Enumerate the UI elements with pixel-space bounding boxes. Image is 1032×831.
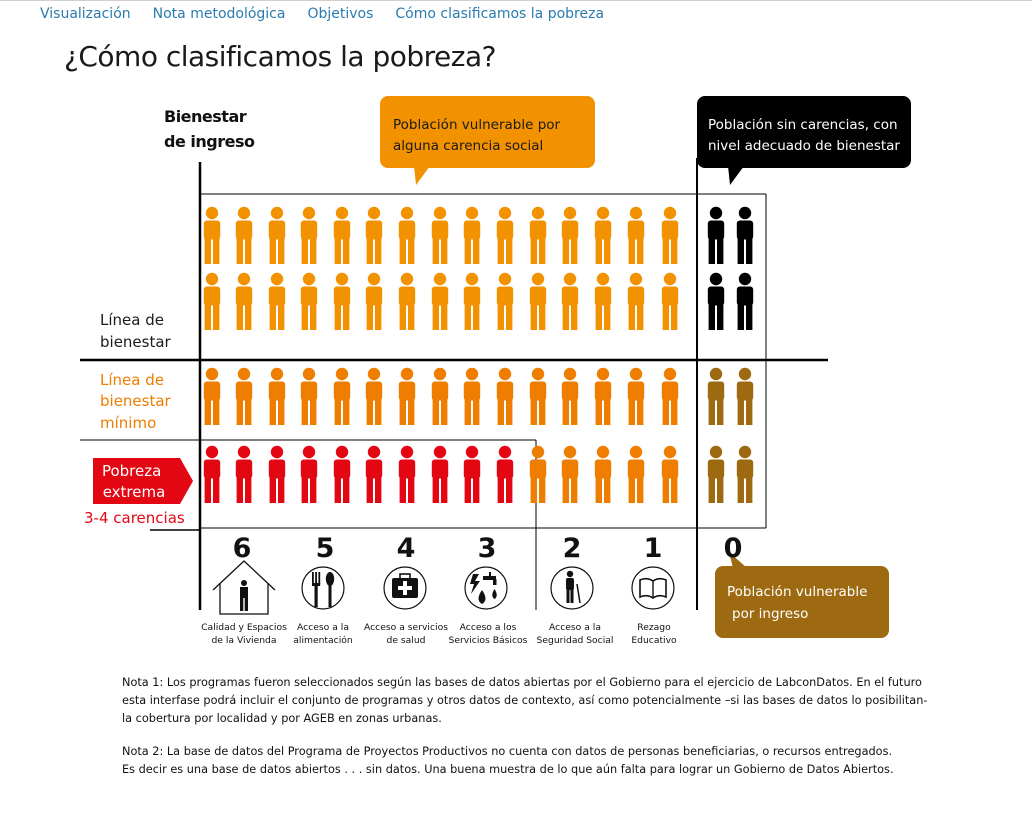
person-vulnerable-carencia <box>464 273 480 330</box>
person-bajo-linea-minimo <box>236 368 252 425</box>
person-vulnerable-carencia <box>236 207 252 264</box>
person-pobreza-extrema <box>334 446 350 503</box>
nav-link-nota-metodologica[interactable]: Nota metodológica <box>152 6 286 22</box>
person-pobreza-extrema <box>236 446 252 503</box>
person-vulnerable-carencia <box>204 207 220 264</box>
caption-seguridad-social: Acceso a la Seguridad Social <box>536 622 614 646</box>
person-vulnerable-carencia <box>628 207 644 264</box>
svg-text:Población sin carencias, con: Población sin carencias, con nivel adecuado de bienestar <box>708 117 900 154</box>
person-sin-carencias <box>708 273 724 330</box>
person-bajo-linea-minimo <box>562 368 578 425</box>
carencia-captions <box>201 622 677 646</box>
label-linea-bienestar-minimo: Línea de bienestar mínimo <box>100 371 171 432</box>
callout-sin-carencias <box>697 96 911 185</box>
person-vulnerable-carencia <box>366 273 382 330</box>
person-bajo-linea-minimo <box>334 368 350 425</box>
svg-text:Pobreza extrema: Pobreza extrema <box>101 462 166 501</box>
person-vulnerable-ingreso <box>737 446 753 503</box>
person-vulnerable-carencia <box>301 273 317 330</box>
person-vulnerable-carencia <box>301 207 317 264</box>
person-bajo-linea-minimo <box>399 368 415 425</box>
person-bajo-linea-minimo <box>562 446 578 503</box>
person-vulnerable-carencia <box>497 207 513 264</box>
person-vulnerable-carencia <box>662 207 678 264</box>
person-bajo-linea-minimo <box>595 446 611 503</box>
person-bajo-linea-minimo <box>366 368 382 425</box>
svg-text:3-4 carencias: 3-4 carencias <box>84 509 185 527</box>
count-6: 6 <box>232 533 252 564</box>
person-vulnerable-carencia <box>595 207 611 264</box>
person-bajo-linea-minimo <box>269 368 285 425</box>
person-vulnerable-carencia <box>464 207 480 264</box>
page-title: ¿Cómo clasificamos la pobreza? <box>64 40 496 73</box>
person-bajo-linea-minimo <box>662 368 678 425</box>
person-vulnerable-carencia <box>595 273 611 330</box>
nav-link-visualizacion[interactable]: Visualización <box>40 6 131 22</box>
caption-rezago-educativo: Rezago Educativo <box>631 622 677 646</box>
callout-vulnerable-carencia <box>380 96 595 185</box>
caption-salud: Acceso a servicios de salud <box>364 622 448 646</box>
person-bajo-linea-minimo <box>628 446 644 503</box>
person-bajo-linea-minimo <box>595 368 611 425</box>
person-bajo-linea-minimo <box>662 446 678 503</box>
person-bajo-linea-minimo <box>464 368 480 425</box>
elderly-person-icon <box>551 567 593 609</box>
person-pobreza-extrema <box>269 446 285 503</box>
count-1: 1 <box>643 533 663 564</box>
person-vulnerable-carencia <box>334 207 350 264</box>
income-axis-label: Bienestar de ingreso <box>164 107 255 151</box>
person-vulnerable-carencia <box>530 207 546 264</box>
person-vulnerable-carencia <box>662 273 678 330</box>
svg-text:Población vulnerable por: Población vulnerable por ingreso <box>727 584 868 622</box>
person-vulnerable-carencia <box>432 207 448 264</box>
person-pobreza-extrema <box>432 446 448 503</box>
medical-kit-icon <box>384 567 426 609</box>
label-linea-bienestar: Línea de bienestar <box>100 311 171 351</box>
caption-vivienda: Calidad y Espacios de la Vivienda <box>201 622 287 646</box>
note-2: Nota 2: La base de datos del Programa de Proyectos Productivos no cuenta con datos de personas beneficiarias, o recursos entregados. Es decir es una base de datos abiertos . . . sin datos. Una buena muestra de lo que aún falta para lograr un Gobierno de Datos Abiertos. <box>122 745 894 776</box>
note-1: Nota 1: Los programas fueron seleccionados según las bases de datos abiertas por el Gobierno para el ejercicio de LabconDatos. En el futuro esta interfase podrá incluir el conjunto de programas y otros datos de contexto, así como potencialmente –si las bases de datos lo posibilitan- la cobertura por localidad y por AGEB en zonas urbanas. <box>122 676 928 725</box>
person-vulnerable-ingreso <box>708 446 724 503</box>
person-pobreza-extrema <box>399 446 415 503</box>
person-pobreza-extrema <box>204 446 220 503</box>
fork-spoon-icon <box>302 567 344 609</box>
house-person-icon <box>213 561 275 614</box>
count-2: 2 <box>562 533 582 564</box>
person-pobreza-extrema <box>464 446 480 503</box>
carencia-count-labels <box>233 533 743 564</box>
person-vulnerable-ingreso <box>708 368 724 425</box>
svg-text:Población vulnerable por: Población vulnerable por alguna carencia social <box>393 117 561 154</box>
person-vulnerable-carencia <box>628 273 644 330</box>
person-bajo-linea-minimo <box>301 368 317 425</box>
person-vulnerable-carencia <box>399 273 415 330</box>
person-pobreza-extrema <box>497 446 513 503</box>
person-pobreza-extrema <box>366 446 382 503</box>
count-0: 0 <box>723 533 743 564</box>
person-vulnerable-carencia <box>366 207 382 264</box>
person-bajo-linea-minimo <box>432 368 448 425</box>
person-sin-carencias <box>708 207 724 264</box>
person-vulnerable-carencia <box>334 273 350 330</box>
utilities-faucet-icon <box>465 567 507 609</box>
person-pobreza-extrema <box>301 446 317 503</box>
person-bajo-linea-minimo <box>530 446 546 503</box>
person-bajo-linea-minimo <box>204 368 220 425</box>
count-4: 4 <box>396 533 416 564</box>
count-3: 3 <box>477 533 497 564</box>
person-sin-carencias <box>737 207 753 264</box>
person-bajo-linea-minimo <box>628 368 644 425</box>
population-pictogram <box>204 207 753 503</box>
person-vulnerable-carencia <box>432 273 448 330</box>
person-vulnerable-carencia <box>236 273 252 330</box>
person-vulnerable-carencia <box>399 207 415 264</box>
person-vulnerable-ingreso <box>737 368 753 425</box>
person-bajo-linea-minimo <box>497 368 513 425</box>
person-vulnerable-carencia <box>530 273 546 330</box>
count-5: 5 <box>315 533 335 564</box>
person-vulnerable-carencia <box>204 273 220 330</box>
caption-servicios-basicos: Acceso a los Servicios Básicos <box>448 622 528 646</box>
person-sin-carencias <box>737 273 753 330</box>
person-vulnerable-carencia <box>269 273 285 330</box>
person-vulnerable-carencia <box>497 273 513 330</box>
caption-alimentacion: Acceso a la alimentación <box>293 622 353 646</box>
pobreza-extrema-tag <box>84 458 193 527</box>
person-vulnerable-carencia <box>562 207 578 264</box>
person-vulnerable-carencia <box>562 273 578 330</box>
person-vulnerable-carencia <box>269 207 285 264</box>
open-book-icon <box>632 567 674 609</box>
callout-vulnerable-ingreso <box>715 552 889 638</box>
nav-link-clasificacion[interactable]: Cómo clasificamos la pobreza <box>395 6 605 22</box>
person-bajo-linea-minimo <box>530 368 546 425</box>
nav-link-objetivos[interactable]: Objetivos <box>307 6 374 22</box>
